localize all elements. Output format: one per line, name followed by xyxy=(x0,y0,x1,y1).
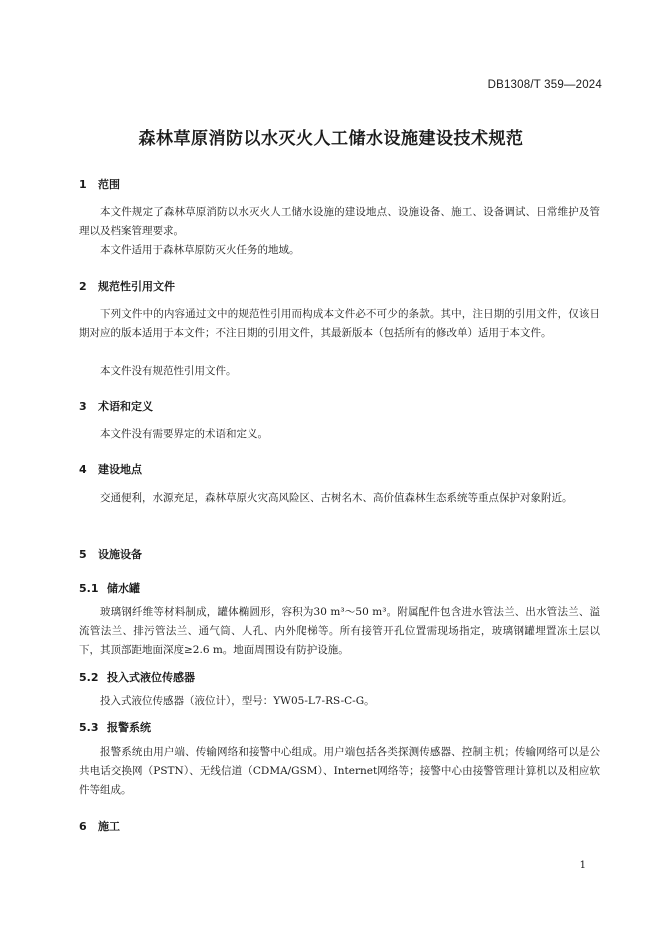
section-5-3-paragraph: 报警系统由用户端、传输网络和接警中心组成。用户端包括各类探测传感器、控制主机；传输网络可以是公共电话交换网（PSTN）、无线信道（CDMA/GSM）、Internet网络等；接警中心由接警管理计算机以及相应软件等组成。 xyxy=(79,746,600,796)
section-number: 5.3 xyxy=(79,721,99,734)
section-number: 6 xyxy=(79,820,87,833)
section-5-1-paragraph: 玻璃钢纤维等材料制成，罐体椭圆形，容积为30 m³～50 m³。附属配件包含进水管法兰、出水管法兰、溢流管法兰、排污管法兰、通气筒、人孔、内外爬梯等。所有接管开孔位置需现场指定，玻璃钢罐埋置冻土层以下，其顶部距地面深度≥2.6 m。地面周围设有防护设施。 xyxy=(79,606,600,656)
section-number: 2 xyxy=(79,280,87,293)
section-title: 建设地点 xyxy=(98,463,142,476)
section-number: 5 xyxy=(79,548,87,561)
section-title: 施工 xyxy=(98,820,120,833)
document-code: DB1308/T 359—2024 xyxy=(487,79,602,91)
section-2-paragraph-1: 下列文件中的内容通过文中的规范性引用而构成本文件必不可少的条款。其中，注日期的引用文件，仅该日期对应的版本适用于本文件；不注日期的引用文件，其最新版本（包括所有的修改单）适用于本文件。 xyxy=(79,308,600,339)
section-5-1-heading xyxy=(79,580,140,596)
section-5-heading xyxy=(79,546,142,562)
section-number: 1 xyxy=(79,178,87,191)
section-3-heading xyxy=(79,398,153,414)
section-number: 5.1 xyxy=(79,582,99,595)
page-number: 1 xyxy=(579,860,586,871)
section-5-2-heading xyxy=(79,669,195,685)
section-title: 设施设备 xyxy=(98,548,142,561)
section-1-paragraph-1: 本文件规定了森林草原消防以水灭火人工储水设施的建设地点、设施设备、施工、设备调试、日常维护及管理以及档案管理要求。 xyxy=(79,206,600,237)
section-4-heading xyxy=(79,461,142,477)
section-title: 报警系统 xyxy=(107,721,151,734)
section-4-paragraph-1: 交通便利，水源充足，森林草原火灾高风险区、古树名木、高价值森林生态系统等重点保护对象附近。 xyxy=(100,492,573,504)
section-2-heading xyxy=(79,278,175,294)
section-1-paragraph-2: 本文件适用于森林草原防灭火任务的地域。 xyxy=(100,244,300,256)
section-3-paragraph-1: 本文件没有需要界定的术语和定义。 xyxy=(100,428,268,440)
section-2-paragraph-2: 本文件没有规范性引用文件。 xyxy=(100,365,237,377)
section-title: 规范性引用文件 xyxy=(98,280,175,293)
section-title: 范围 xyxy=(98,178,120,191)
section-5-2-paragraph: 投入式液位传感器（液位计），型号：YW05-L7-RS-C-G。 xyxy=(100,695,375,707)
section-title: 投入式液位传感器 xyxy=(107,671,195,684)
section-number: 5.2 xyxy=(79,671,99,684)
section-number: 3 xyxy=(79,400,87,413)
document-title: 森林草原消防以水灭火人工储水设施建设技术规范 xyxy=(138,129,524,149)
section-1-heading xyxy=(79,176,120,192)
section-title: 储水罐 xyxy=(107,582,140,595)
section-number: 4 xyxy=(79,463,87,476)
section-title: 术语和定义 xyxy=(98,400,153,413)
section-5-3-heading xyxy=(79,719,151,735)
section-6-heading xyxy=(79,818,120,834)
